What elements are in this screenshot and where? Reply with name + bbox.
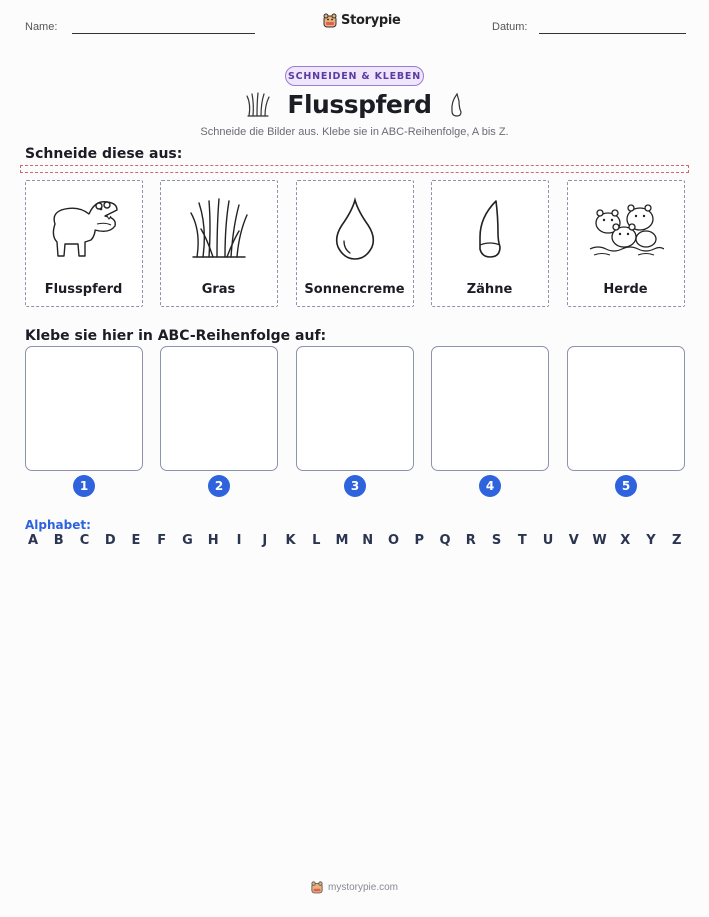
hippo-icon — [45, 194, 123, 264]
alphabet-letter: E — [131, 533, 141, 548]
alphabet-letter: X — [620, 533, 631, 548]
alphabet-letter: S — [491, 533, 502, 548]
date-line — [539, 33, 686, 34]
alphabet-letter: O — [387, 533, 400, 548]
cut-card-gras[interactable] — [160, 180, 278, 307]
alphabet-row — [25, 533, 685, 548]
alphabet-letter: G — [182, 533, 193, 548]
alphabet-letter: R — [465, 533, 476, 548]
activity-badge: SCHNEIDEN & KLEBEN — [285, 66, 424, 86]
storypie-logo-icon — [311, 880, 323, 894]
alphabet-heading: Alphabet: — [25, 518, 91, 532]
alphabet-letter: H — [207, 533, 219, 548]
paste-box-5[interactable] — [567, 346, 685, 471]
alphabet-letter: D — [104, 533, 116, 548]
paste-box-3[interactable] — [296, 346, 414, 471]
grass-icon — [187, 197, 251, 261]
name-line — [72, 33, 255, 34]
paste-heading: Klebe sie hier in ABC-Reihenfolge auf: — [25, 328, 327, 344]
alphabet-letter: M — [335, 533, 349, 548]
tooth-icon — [448, 92, 464, 118]
cut-heading: Schneide diese aus: — [25, 146, 183, 162]
hippo-herd-icon — [588, 197, 664, 261]
alphabet-letter: B — [53, 533, 64, 548]
paste-box-4[interactable] — [431, 346, 549, 471]
instructions: Schneide die Bilder aus. Klebe sie in ABC-Reihenfolge, A bis Z. — [200, 126, 509, 138]
footer — [0, 880, 709, 894]
paste-box-1[interactable] — [25, 346, 143, 471]
alphabet-letter: Y — [646, 533, 656, 548]
alphabet-letter: V — [568, 533, 579, 548]
page-title: Flusspferd — [287, 90, 432, 119]
alphabet-letter: A — [27, 533, 39, 548]
cut-card-label: Sonnencreme — [304, 282, 405, 297]
alphabet-letter: J — [262, 533, 268, 548]
title-row — [0, 90, 709, 119]
cut-card-zaehne[interactable] — [431, 180, 549, 307]
alphabet-letter: I — [236, 533, 242, 548]
cut-card-herde[interactable] — [567, 180, 685, 307]
alphabet-letter: Z — [672, 533, 682, 548]
brand-name: Storypie — [341, 12, 401, 28]
cut-card-label: Zähne — [466, 282, 513, 297]
cut-card-sonnencreme[interactable] — [296, 180, 414, 307]
storypie-logo-icon — [323, 12, 337, 28]
cut-card-label: Flusspferd — [44, 282, 123, 297]
paste-box-2[interactable] — [160, 346, 278, 471]
alphabet-letter: Q — [439, 533, 451, 548]
cut-card-flusspferd[interactable] — [25, 180, 143, 307]
cut-card-label: Herde — [603, 282, 648, 297]
number-badge: 2 — [208, 475, 230, 497]
number-badge: 5 — [615, 475, 637, 497]
cut-line — [20, 165, 689, 173]
number-badge: 4 — [479, 475, 501, 497]
number-badge: 3 — [344, 475, 366, 497]
number-badge: 1 — [73, 475, 95, 497]
footer-url[interactable]: mystorypie.com — [327, 881, 398, 893]
alphabet-letter: T — [517, 533, 527, 548]
date-label: Datum: — [492, 21, 528, 33]
alphabet-letter: C — [79, 533, 90, 548]
name-label: Name: — [25, 21, 58, 33]
alphabet-letter: F — [157, 533, 167, 548]
grass-icon — [245, 92, 271, 118]
alphabet-letter: U — [542, 533, 554, 548]
cut-card-label: Gras — [201, 282, 236, 297]
alphabet-letter: N — [362, 533, 374, 548]
tooth-icon — [470, 197, 510, 261]
alphabet-letter: L — [312, 533, 321, 548]
alphabet-letter: K — [285, 533, 296, 548]
alphabet-letter: P — [414, 533, 425, 548]
droplet-icon — [330, 197, 380, 261]
brand-logo — [323, 12, 401, 28]
alphabet-letter: W — [592, 533, 607, 548]
